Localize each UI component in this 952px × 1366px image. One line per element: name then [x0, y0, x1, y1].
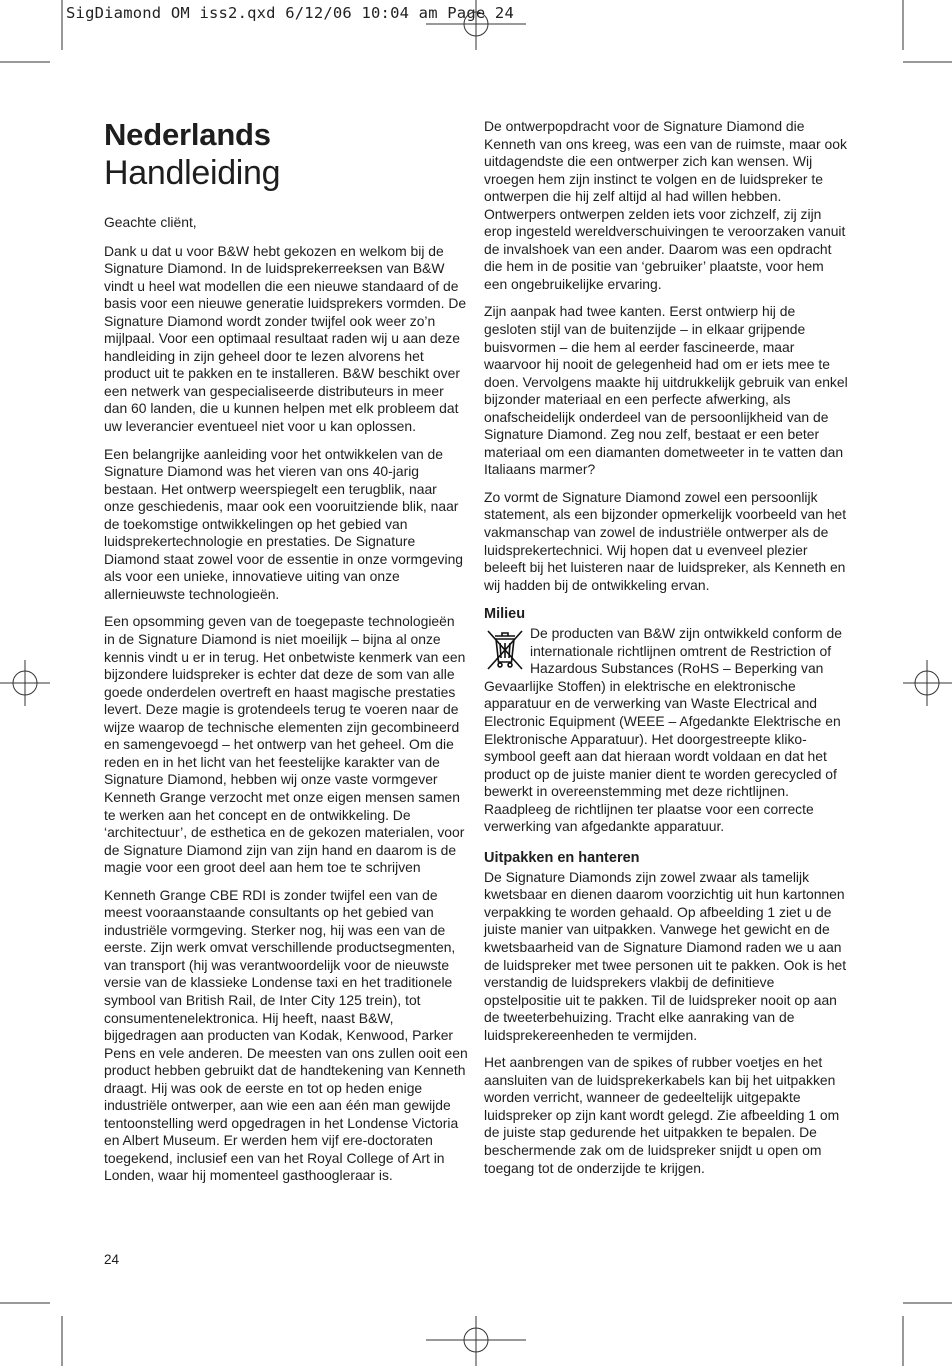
spikes-paragraph: Het aanbrengen van de spikes of rubber voetjes en het aansluiten van de luidsprekerkabels kan bij het uitpakken worden verricht, wanneer de gedeeltelijk uitgepakte luidspreker op zijn kant wordt gelegd. Zie afbeelding 1 om de juiste stap gedurende het uitpakken te bepalen. De beschermende zak om de luidspreker snijdt u open om toegang tot de onderzijde te krijgen.: [484, 1054, 840, 1176]
approach-paragraph: Zijn aanpak had twee kanten. Eerst ontwierp hij de gesloten stijl van de buitenzijde – in elkaar grijpende buisvormen – die hem al eerder fascineerde, maar waarvoor hij nooit de gelegenheid had om er iets mee te doen. Vervolgens maakte hij uitdrukkelijk gebruik van enkel bijzonder materiaal en een perfecte afwerking, als onafscheidelijk onderdeel van de persoonlijkheid van de Signature Diamond. Zeg nou zelf, bestaat er een beter materiaal om een diamanten dometweeter in te vatten dan Italiaans marmer?: [484, 303, 848, 478]
milieu-text: De producten van B&W zijn ontwikkeld conform de internationale richtlijnen omtrent de Restriction of Hazardous Substances (RoHS – Beperking van Gevaarlijke Stoffen) in elektrische en elektronische apparatuur en de verwerking van Waste Electrical and Electronic Equipment (WEEE – Afgedankte Elektrische en Elektronische Apparatuur). Het doorgestreepte kliko-symbool geeft aan dat hieraan wordt voldaan en dat het product op de juiste manier dient te worden gerecycled of bewerkt in overeenstemming met deze richtlijnen. Raadpleeg de richtlijnen ter plaatse voor een correcte verwerking van afgedankte apparatuur.: [484, 625, 842, 835]
print-slug: SigDiamond OM iss2.qxd 6/12/06 10:04 am Page 24: [66, 4, 514, 22]
technology-paragraph: Een opsomming geven van de toegepaste technologieën in de Signature Diamond is niet moeilijk – bijna al onze kennis vindt u er in terug. Het onbetwiste kenmerk van een bijzondere luidspreker is echter dat deze de som van alle goede onderdelen overtreft en haast magische prestaties levert. Deze magie is grotendeels terug te voeren naar de wijze waarop de technische elementen zijn gecombineerd en samengevoegd – het ontwerp van het geheel. Om die reden en in het licht van het feestelijke karakter van de Signature Diamond, hebben wij onze vaste vormgever Kenneth Grange verzocht met onze eigen mensen samen te werken aan het concept en de ontwikkeling. De ‘architectuur’, de esthetica en de gekozen materialen, voor de Signature Diamond zijn van zijn hand en daarom is de magie voor een groot deel aan hem toe te schrijven: [104, 613, 466, 876]
unpacking-heading: Uitpakken en hanteren: [484, 849, 640, 866]
intro-paragraph: Dank u dat u voor B&W hebt gekozen en welkom bij de Signature Diamond. In de luidsprekerreeksen van B&W vindt u heel wat modellen die een nieuwe standaard of de basis voor een nieuwe generatie luidsprekers vormden. De Signature Diamond wordt zonder twijfel ook weer zo’n mijlpaal. Voor een optimaal resultaat raden wij u aan deze handleiding in zijn geheel door te lezen alvorens het product uit te pakken en te installeren. B&W beschikt over een netwerk van gespecialiseerde distributeurs in meer dan 60 landen, die u kunnen helpen met elk probleem dat uw leverancier eventueel niet voor u kan oplossen.: [104, 242, 467, 435]
unpacking-paragraph: De Signature Diamonds zijn zowel zwaar als tamelijk kwetsbaar en dienen daarom voorzichtig uit hun kartonnen verpakking te worden gehaald. Op afbeelding 1 ziet u de juiste manier van uitpakken. Vanwege het gewicht en de kwetsbaarheid van de Signature Diamond raden we u aan de luidspreker met twee personen uit te pakken. Ook is het verstandig de luidsprekers vlakbij de definitieve opstelpositie uit te pakken. Til de luidspreker nooit op aan de tweeterbehuizing. Tracht elke aanraking van de luidsprekereenheden te vermijden.: [484, 868, 847, 1043]
milieu-paragraph: [484, 625, 848, 836]
kenneth-grange-paragraph: Kenneth Grange CBE RDI is zonder twijfel een van de meest vooraanstaande consultants op het gebied van industriële vormgeving. Sterker nog, hij was een van de eerste. Zijn werk omvat verschillende productsegmenten, van transport (hij was verantwoordelijk voor de nieuwste versie van de klassieke Londense taxi en het traditionele symbool van British Rail, de Inter City 125 trein), tot consumentenelektronica. Hij heeft, naast B&W, bijgedragen aan producten van Kodak, Kenwood, Parker Pens en vele anderen. De meesten van ons zullen ooit een product hebben gebruikt dat de handtekening van Kenneth draagt. Hij was ook de eerste en tot op heden enige industriële ontwerper, aan wie een aan één man gewijde tentoonstelling werd opgedragen in het Londense Victoria en Albert Museum. Er werden hem vijf ere-doctoraten toegekend, inclusief een van het Royal College of Art in Londen, waar hij momenteel gasthoogleraar is.: [104, 886, 468, 1184]
page-subtitle: Handleiding: [104, 154, 281, 192]
salutation: Geachte cliënt,: [104, 214, 197, 230]
page-title: Nederlands: [104, 117, 271, 152]
crossed-out-wheelie-bin-icon: [484, 627, 526, 671]
anniversary-paragraph: Een belangrijke aanleiding voor het ontwikkelen van de Signature Diamond was het vieren van ons 40-jarig bestaan. Het ontwerp weerspiegelt een terugblik, naar onze geschiedenis, maar ook een vooruitziende blik, naar de toekomstige ontwikkelingen op het gebied van luidsprekertechnologie en prestaties. De Signature Diamond staat zowel voor de essentie in onze vormgeving als voor een unieke, innovatieve uiting van onze allernieuwste technologieën.: [104, 445, 464, 602]
left-column: [104, 118, 468, 1195]
page-number: 24: [104, 1252, 120, 1267]
milieu-heading: Milieu: [484, 606, 526, 623]
right-column: [484, 118, 848, 1187]
statement-paragraph: Zo vormt de Signature Diamond zowel een persoonlijk statement, als een bijzonder opmerkelijk voorbeeld van het vakmanschap van zowel de industriële ontwerper als de luidsprekertechnici. Wij hopen dat u evenveel plezier beleeft bij het luisteren naar de luidspreker, als Kenneth en wij hadden bij de ontwikkeling ervan.: [484, 488, 847, 593]
design-brief-paragraph: De ontwerpopdracht voor de Signature Diamond die Kenneth van ons kreeg, was een van de ruimste, maar ook uitdagendste die een ontwerper zich kan wensen. Wij vroegen hem zijn instinct te volgen en de luidspreker te ontwerpen die hij zelf altijd al had willen hebben. Ontwerpers ontwerpen zelden iets voor zichzelf, zij zijn erop ingesteld wereldverschuivingen te veroorzaken vanuit de invalshoek van een ander. Daarom was een opdracht die hem in de positie van ‘gebruiker’ plaatste, voor hem een ongebruikelijke ervaring.: [484, 118, 847, 292]
